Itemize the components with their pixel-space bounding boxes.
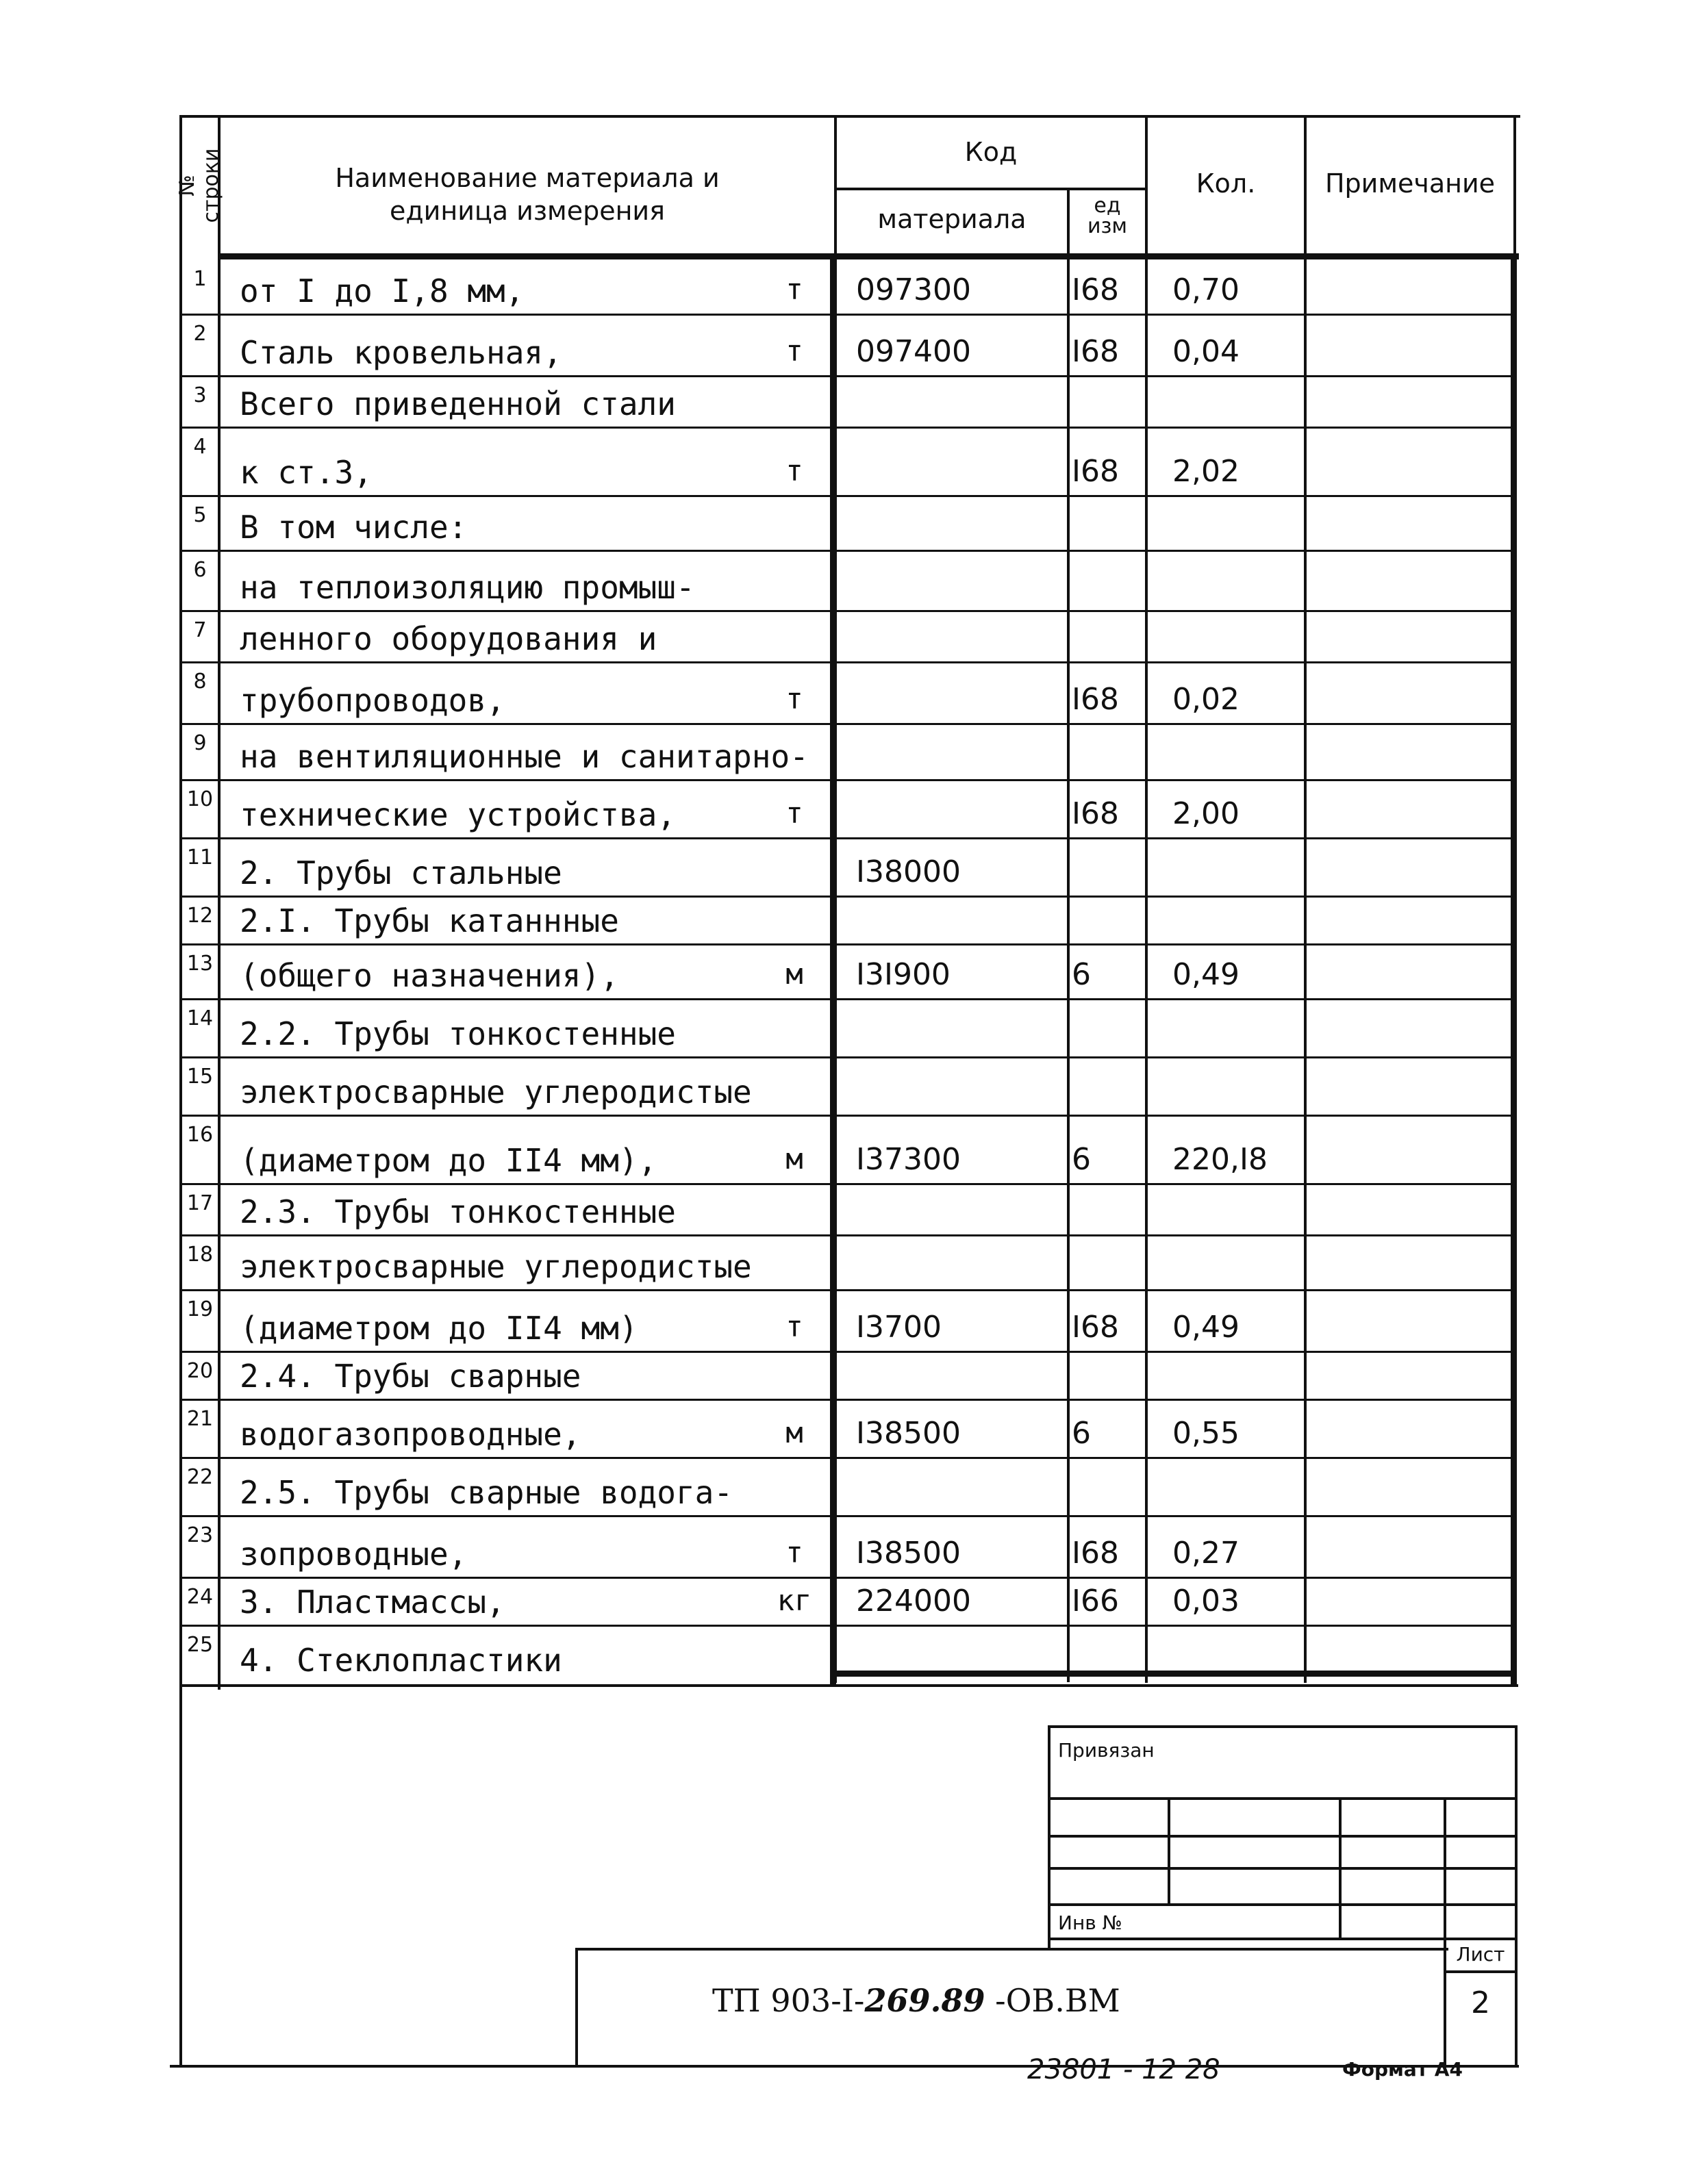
unit-code: 6 (1072, 957, 1091, 992)
material-name: технические устройства, (240, 796, 676, 833)
material-code: I38500 (856, 1536, 961, 1571)
material-name: на вентиляционные и санитарно- (240, 738, 809, 775)
row-separator (179, 943, 1515, 945)
material-name: к ст.3, (240, 454, 373, 491)
material-name: 2. Трубы стальные (240, 854, 562, 891)
row-number: 6 (193, 558, 207, 582)
row-separator (179, 896, 1515, 898)
material-code: 097400 (856, 334, 971, 369)
row-number: 12 (186, 904, 214, 928)
material-code: I3I900 (856, 957, 951, 992)
row-separator (179, 375, 1515, 377)
unit-code: I68 (1072, 796, 1119, 831)
sheet-label-divider (1444, 1970, 1518, 1973)
col-rownum-border (218, 115, 221, 1690)
quantity: 0,49 (1172, 957, 1239, 992)
row-number: 13 (186, 952, 214, 976)
row-number: 2 (193, 322, 207, 346)
code-unit-header-1: ед (1094, 194, 1121, 218)
row-number: 9 (193, 731, 207, 755)
title-block-top (575, 1948, 1448, 1951)
unit-code: I68 (1072, 1536, 1119, 1571)
unit-code: I68 (1072, 682, 1119, 717)
frame-left (179, 115, 182, 2068)
material-name: 2.5. Трубы сварные водога- (240, 1474, 733, 1511)
row-number: 17 (186, 1191, 214, 1215)
data-block-right-thick (1511, 253, 1517, 1684)
unit-code: 6 (1072, 1142, 1091, 1177)
row-separator (179, 1056, 1515, 1058)
material-name: водогазопроводные, (240, 1416, 581, 1453)
quantity: 0,27 (1172, 1536, 1239, 1571)
material-unit: т (785, 1310, 803, 1343)
quantity: 0,70 (1172, 272, 1239, 307)
material-name: электросварные углеродистые (240, 1074, 752, 1110)
quantity: 220,I8 (1172, 1142, 1268, 1177)
material-name: Всего приведенной стали (240, 385, 676, 422)
unit-code: I68 (1072, 272, 1119, 307)
row-number: 7 (193, 618, 207, 642)
row-separator (179, 1515, 1515, 1517)
row-number: 10 (186, 787, 214, 811)
row-separator (179, 723, 1515, 725)
row-separator (179, 314, 1515, 316)
stamp-grid-col-1 (1168, 1797, 1170, 1903)
row-separator (179, 610, 1515, 612)
material-name: трубопроводов, (240, 682, 505, 719)
quantity: 2,02 (1172, 454, 1239, 489)
material-unit: т (785, 272, 803, 306)
sheet-number: 2 (1471, 1985, 1490, 2020)
material-name: 2.4. Трубы сварные (240, 1358, 581, 1395)
material-name: электросварные углеродистые (240, 1248, 752, 1285)
stamp-grid-line-4 (1048, 1903, 1517, 1906)
note-header: Примечание (1324, 168, 1496, 199)
code-header: Код (964, 137, 1018, 167)
header-bottom-thick (218, 253, 1519, 259)
row-number: 1 (193, 267, 207, 291)
quantity: 0,04 (1172, 334, 1239, 369)
stamp-grid-line-1 (1048, 1797, 1517, 1800)
unit-code: 6 (1072, 1416, 1091, 1451)
row-separator (179, 1234, 1515, 1236)
material-name: 3. Пластмассы, (240, 1584, 505, 1621)
stamp-line-top (179, 1684, 1518, 1687)
row-number: 22 (186, 1465, 214, 1489)
material-unit: м (785, 1142, 803, 1176)
stamp-grid-col-2 (1339, 1797, 1342, 1938)
material-name: на теплоизоляцию промыш- (240, 569, 695, 606)
row-number: 25 (186, 1633, 214, 1657)
row-number: 3 (193, 383, 207, 407)
row-separator (179, 1183, 1515, 1185)
row-number: 21 (186, 1407, 214, 1431)
row-separator (179, 661, 1515, 663)
unit-code: I66 (1072, 1584, 1119, 1618)
row-separator (179, 837, 1515, 839)
material-unit: т (785, 454, 803, 487)
stamp-grid-line-3 (1048, 1867, 1517, 1870)
title-block-left (575, 1948, 578, 2068)
material-unit: м (785, 1416, 803, 1449)
doc-handwritten-number: 269.89 (864, 1982, 985, 2019)
row-number: 15 (186, 1065, 214, 1089)
unit-code: I68 (1072, 1310, 1119, 1345)
material-name: ленного оборудования и (240, 620, 657, 657)
row-number: 14 (186, 1006, 214, 1030)
material-name: В том числе: (240, 509, 468, 546)
stamp-grid-line-2 (1048, 1835, 1517, 1838)
material-name: Сталь кровельная, (240, 334, 562, 371)
material-name: (диаметром до II4 мм), (240, 1142, 657, 1179)
row-separator (179, 779, 1515, 781)
material-unit: т (785, 796, 803, 830)
code-subheader-line (834, 188, 1146, 190)
row-separator (179, 1351, 1515, 1353)
row-number: 24 (186, 1585, 214, 1609)
inv-no-label: Инв № (1058, 1912, 1122, 1934)
material-unit: т (785, 682, 803, 715)
quantity: 0,02 (1172, 682, 1239, 717)
material-unit: м (785, 957, 803, 991)
data-block-left-thick (830, 253, 836, 1684)
title-block-right (1515, 1938, 1518, 2068)
row-number: 18 (186, 1243, 214, 1267)
material-name: (общего назначения), (240, 957, 619, 994)
stamp-privyazan-top (1048, 1725, 1517, 1728)
row-separator (179, 1115, 1515, 1117)
row-separator (179, 495, 1515, 497)
material-name: 2.3. Трубы тонкостенные (240, 1193, 676, 1230)
name-header-line1: Наименование материала и (335, 163, 720, 193)
material-code: 224000 (856, 1584, 971, 1618)
material-unit: кг (777, 1584, 812, 1617)
material-code: 097300 (856, 272, 971, 307)
document-designation (712, 1982, 1329, 2019)
unit-code: I68 (1072, 454, 1119, 489)
material-name: зопроводные, (240, 1536, 468, 1573)
doc-suffix: -ОВ.ВМ (985, 1982, 1120, 2019)
row-number: 11 (186, 846, 214, 869)
row-number: 16 (186, 1123, 214, 1147)
stamp-grid-col-3 (1444, 1797, 1446, 1938)
material-code: I38500 (856, 1416, 961, 1451)
name-header-line2: единица измерения (390, 196, 665, 226)
material-unit: т (785, 1536, 803, 1569)
row-separator (179, 427, 1515, 429)
material-code: I37300 (856, 1142, 961, 1177)
row-separator (179, 1289, 1515, 1291)
row-separator (179, 1625, 1515, 1627)
row-separator (179, 1399, 1515, 1401)
row-number-header: № строки (175, 148, 223, 223)
privyazan-label: Привязан (1058, 1739, 1155, 1762)
row-separator (179, 998, 1515, 1000)
row-separator (179, 550, 1515, 552)
row-number: 8 (193, 670, 207, 694)
code-unit-header-2: изм (1087, 214, 1128, 238)
code-material-header: материала (877, 204, 1027, 234)
material-code: I3700 (856, 1310, 942, 1345)
qty-header: Кол. (1196, 168, 1256, 199)
row-number: 20 (186, 1359, 214, 1383)
stamp-inv-bottom (1048, 1938, 1517, 1940)
format-label: Формат А4 (1342, 2058, 1463, 2081)
row-number: 23 (186, 1523, 214, 1547)
doc-prefix: ТП 903-I- (712, 1982, 865, 2019)
quantity: 0,55 (1172, 1416, 1239, 1451)
unit-code: I68 (1072, 334, 1119, 369)
footer-inventory-number: 23801 - 12 28 (1027, 2054, 1220, 2085)
material-name: 2.2. Трубы тонкостенные (240, 1015, 676, 1052)
material-unit: т (785, 334, 803, 368)
row-separator (179, 1577, 1515, 1579)
sheet-label: Лист (1456, 1943, 1505, 1966)
row-number: 4 (193, 435, 207, 459)
quantity: 2,00 (1172, 796, 1239, 831)
row-number: 5 (193, 503, 207, 527)
quantity: 0,03 (1172, 1584, 1239, 1618)
row-separator (179, 1457, 1515, 1459)
frame-top (179, 115, 1520, 118)
material-name: 4. Стеклопластики (240, 1642, 562, 1679)
row-number: 19 (186, 1297, 214, 1321)
material-name: от I до I,8 мм, (240, 272, 525, 309)
material-code: I38000 (856, 854, 961, 889)
data-block-bottom-thick (830, 1671, 1517, 1677)
quantity: 0,49 (1172, 1310, 1239, 1345)
material-name: (диаметром до II4 мм) (240, 1310, 638, 1347)
material-name: 2.I. Трубы катаннные (240, 902, 619, 939)
frame-bottom (170, 2065, 1519, 2068)
